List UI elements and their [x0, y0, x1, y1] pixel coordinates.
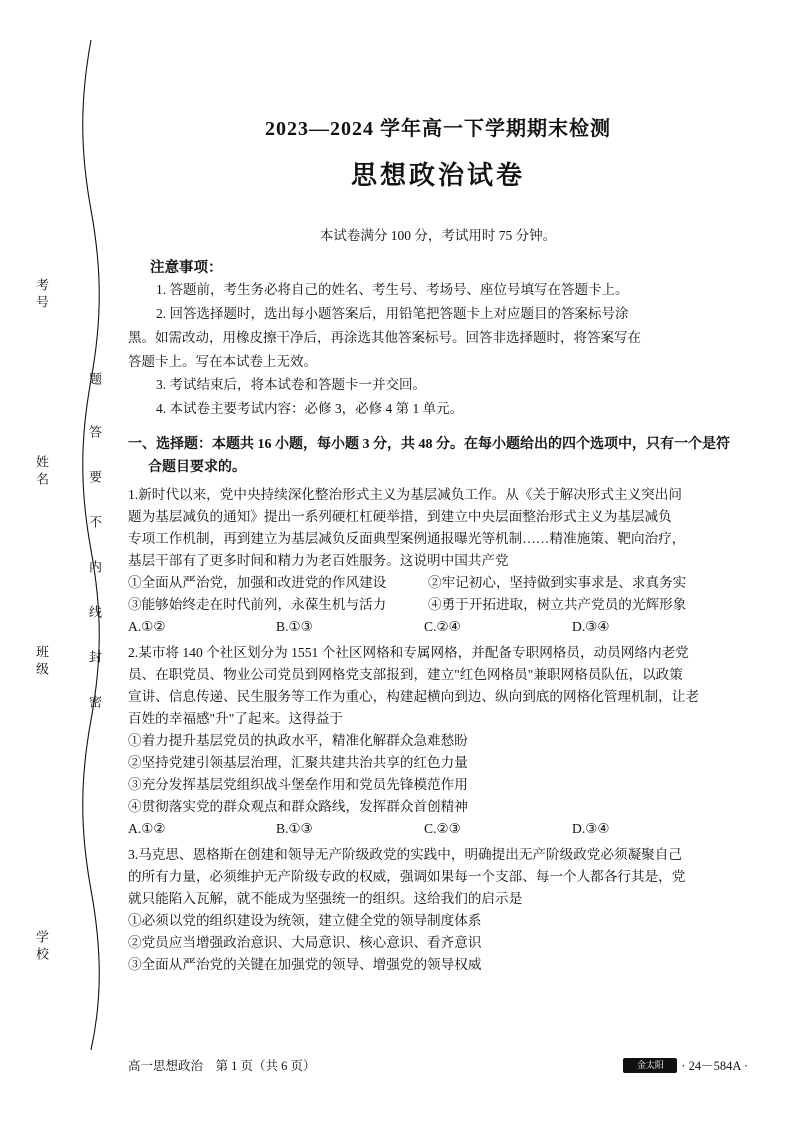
answer-choice-a[interactable]: A.①② [128, 820, 166, 836]
seal-word-2: 答 [87, 425, 102, 438]
option-text[interactable]: ④贯彻落实党的群众观点和群众路线，发挥群众首创精神 [128, 798, 468, 814]
option-text[interactable]: ①必须以党的组织建设为统领，建立健全党的领导制度体系 [128, 912, 482, 928]
seal-word-8: 密 [87, 695, 102, 708]
page-title: 2023—2024 学年高一下学期期末检测 [265, 118, 611, 140]
question-stem-line: 新时代以来，党中央持续深化整治形式主义为基层减负工作。从《关于解决形式主义突出问 [138, 486, 682, 502]
seal-word-6: 线 [87, 605, 102, 618]
answer-choice-d[interactable]: D.③④ [572, 820, 610, 836]
question-number: 2. [128, 644, 139, 660]
question-stem-line: 专项工作机制，再到建立为基层减负反面典型案例通报曝光等机制……精准施策、靶向治疗， [128, 530, 686, 546]
page-footer [128, 1056, 748, 1074]
question-stem-line: 题为基层减负的通知》提出一系列硬杠杠硬举措，到建立中央层面整治形式主义为基层减负 [128, 508, 672, 524]
option-text[interactable]: ④勇于开拓进取，树立共产党员的光辉形象 [428, 596, 687, 612]
question-stem-line: 的所有力量，必须维护无产阶级专政的权威，强调如果每一个支部、每一个人都各行其是，党 [128, 868, 686, 884]
question-item [128, 844, 748, 976]
seal-label-banji: 班级 [34, 645, 49, 679]
option-text[interactable]: ②坚持党建引领基层治理，汇聚共建共治共享的红色力量 [128, 754, 468, 770]
question-options-row [128, 594, 748, 616]
seal-word-7: 封 [87, 650, 102, 663]
question-stem-line: 某市将 140 个社区划分为 1551 个社区网格和专属网格，并配备专职网格员，动员网络内老党 [138, 644, 689, 660]
option-text[interactable]: ①全面从严治党，加强和改进党的作风建设 [128, 574, 387, 590]
footer-page-label: 高一思想政治 第 1 页（共 6 页） [128, 1059, 316, 1073]
notice-item: 1. 答题前，考生务必将自己的姓名、考生号、考场号、座位号填写在答题卡上。 [156, 282, 629, 297]
footer-paper-code: · 24－584A · [681, 1059, 748, 1073]
seal-label-xuexiao: 学校 [34, 930, 49, 964]
seal-word-1: 题 [87, 372, 102, 385]
page-subtitle: 思想政治试卷 [350, 161, 525, 190]
notice-heading: 注意事项： [150, 260, 223, 276]
notice-item: 答题卡上。写在本试卷上无效。 [128, 353, 317, 369]
question-stem [128, 844, 748, 866]
seal-label-kaohao: 考号 [34, 278, 49, 312]
answer-choice-b[interactable]: B.①③ [276, 618, 313, 634]
option-text[interactable]: ②牢记初心，坚持做到实事求是、求真务实 [428, 574, 687, 590]
seal-word-3: 要 [87, 470, 102, 483]
question-stem-line: 百姓的幸福感"升"了起来。这得益于 [128, 710, 344, 726]
option-text[interactable]: ③能够始终走在时代前列，永葆生机与活力 [128, 596, 387, 612]
question-number: 3. [128, 846, 139, 862]
question-stem-line: 员、在职党员、物业公司党员到网格党支部报到，建立"红色网格员"兼职网格员队伍，以政策 [128, 666, 683, 682]
score-duration-line: 本试卷满分 100 分，考试用时 75 分钟。 [319, 228, 557, 243]
question-stem-line: 就只能陷入瓦解，就不能成为坚强统一的组织。这给我们的启示是 [128, 890, 523, 906]
section-heading-line1: 一、选择题：本题共 16 小题，每小题 3 分，共 48 分。在每小题给出的四个选项中，只有一个是符 [128, 437, 730, 453]
exam-paper-body [128, 0, 748, 1122]
seal-word-4: 不 [87, 515, 102, 528]
option-text[interactable]: ①着力提升基层党员的执政水平，精准化解群众急难愁盼 [128, 732, 468, 748]
seal-word-5: 内 [87, 560, 102, 573]
sealing-curve-icon [78, 40, 104, 1050]
sealing-line-area [0, 0, 120, 1122]
question-item [128, 642, 748, 840]
question-stem-line: 宣讲、信息传递、民生服务等工作为重心，构建起横向到边、纵向到底的网格化管理机制，让老 [128, 688, 699, 704]
option-text[interactable]: ②党员应当增强政治意识、大局意识、核心意识、看齐意识 [128, 934, 482, 950]
question-answer-row [128, 818, 748, 840]
notice-item: 4. 本试卷主要考试内容：必修 3，必修 4 第 1 单元。 [156, 401, 464, 417]
question-item [128, 484, 748, 638]
option-text[interactable]: ③全面从严治党的关键在加强党的领导、增强党的领导权威 [128, 956, 482, 972]
notice-item: 3. 考试结束后，将本试卷和答题卡一并交回。 [156, 377, 426, 393]
seal-label-xingming: 姓名 [34, 455, 49, 489]
publisher-logo-icon: 金太阳 [623, 1058, 677, 1073]
answer-choice-c[interactable]: C.②③ [424, 820, 461, 836]
notice-item: 2. 回答选择题时，选出每小题答案后，用铅笔把答题卡上对应题目的答案标号涂 [156, 305, 629, 321]
answer-choice-c[interactable]: C.②④ [424, 618, 461, 634]
option-text[interactable]: ③充分发挥基层党组织战斗堡垒作用和党员先锋模范作用 [128, 776, 468, 792]
footer-code-area [623, 1056, 748, 1074]
question-stem [128, 484, 748, 506]
answer-choice-b[interactable]: B.①③ [276, 820, 313, 836]
question-stem-line: 基层干部有了更多时间和精力为老百姓服务。这说明中国共产党 [128, 552, 509, 568]
question-answer-row [128, 616, 748, 638]
question-stem-line: 马克思、恩格斯在创建和领导无产阶级政党的实践中，明确提出无产阶级政党必须凝聚自己 [138, 846, 682, 862]
section-heading-line2: 合题目要求的。 [148, 459, 246, 475]
question-number: 1. [128, 486, 139, 502]
section-heading [128, 434, 748, 479]
answer-choice-a[interactable]: A.①② [128, 618, 166, 634]
question-stem [128, 642, 748, 664]
question-options-row [128, 572, 748, 594]
answer-choice-d[interactable]: D.③④ [572, 618, 610, 634]
notice-item: 黑。如需改动，用橡皮擦干净后，再涂选其他答案标号。回答非选择题时，将答案写在 [128, 329, 641, 345]
